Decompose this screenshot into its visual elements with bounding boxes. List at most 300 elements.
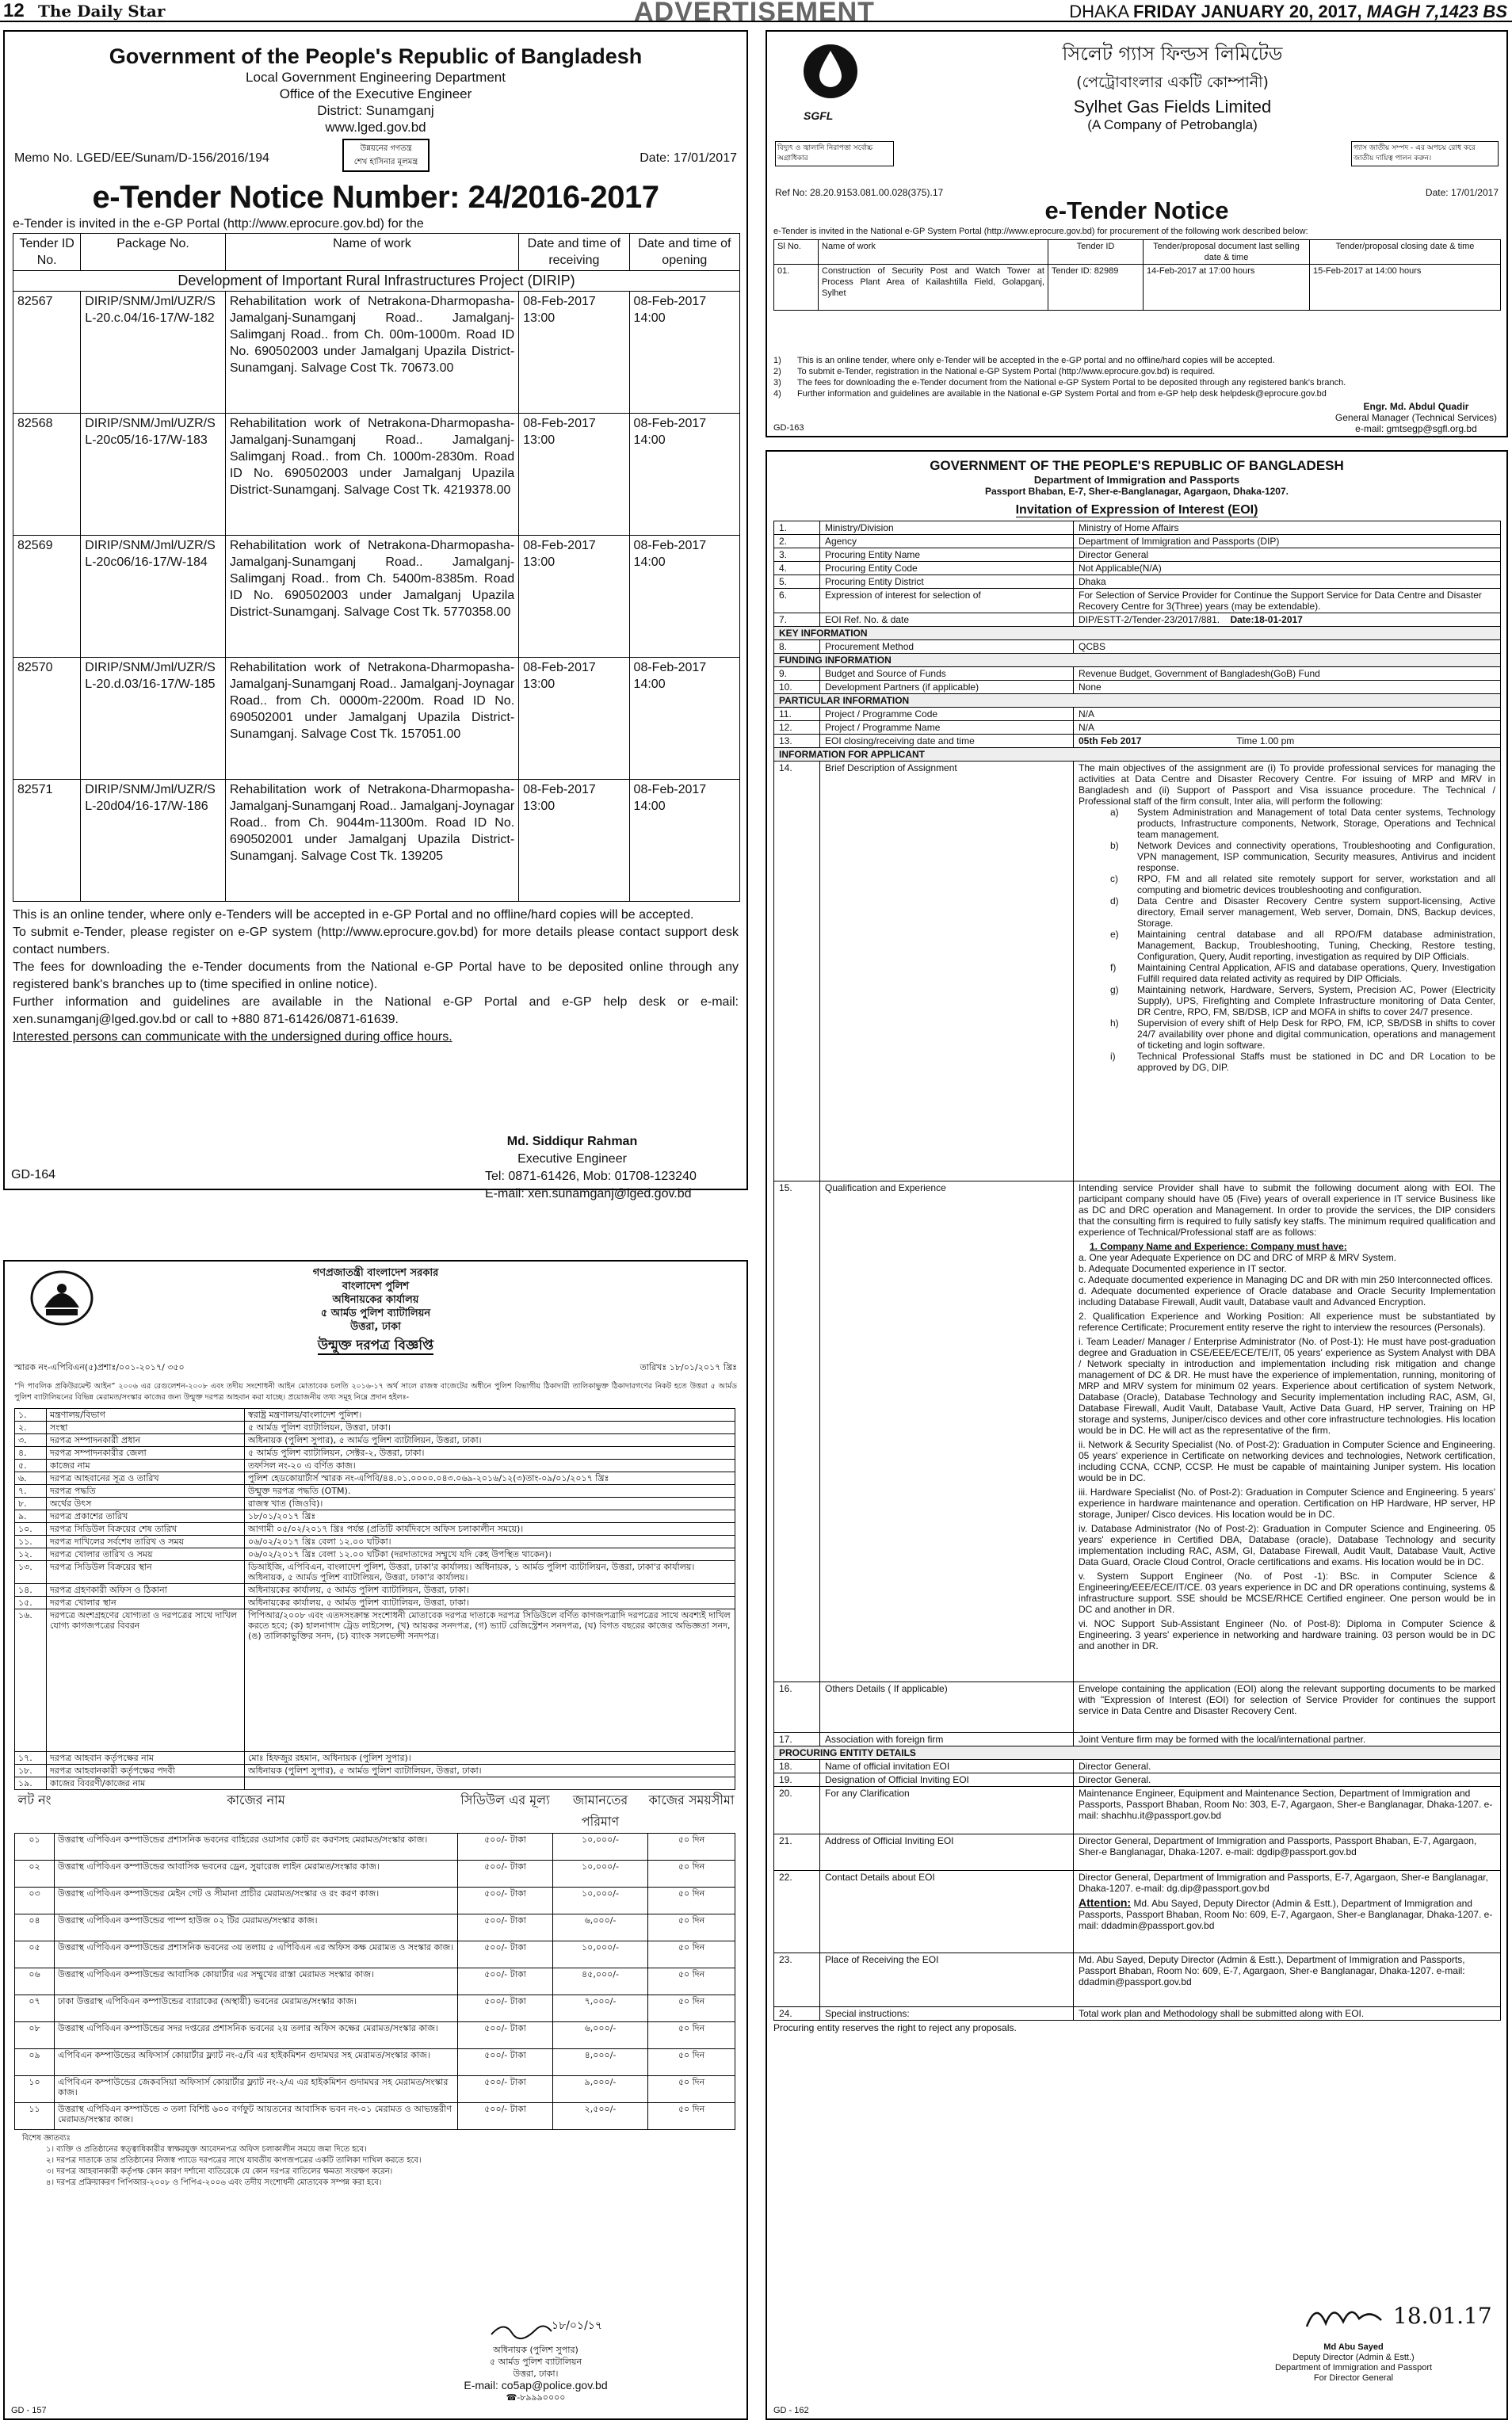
lot-no: ১০ <box>15 2076 55 2103</box>
field-value: Dhaka <box>1074 575 1501 589</box>
sgfl-bangla-sub: (পেট্রোবাংলার একটি কোম্পানী) <box>1076 74 1269 91</box>
lged-signature-block <box>485 1133 697 1203</box>
brief-description: The main objectives of the assignment are (i) To provide professional services for managing the activities at Data Centre and Disaster Recovery Centre. For issuing of MRP and MRV in Bangladesh and (ii) Support of Passport and Visa issuance procedure. The Technical / Professional staff of the firm consult, Inter alia, will perform the following: a) System Administration and Management of total Data center systems, Technology products, Infrastructure components, Network, Storage, Operations and Technical team management. b) Network Devices and connectivity operations, Troubleshooting and Configuration, VPN management, ISP communication, Security measures, Antivirus and incident response. c) RPO, FM and all related site remotely support for server, workstation and all computing and biometric devices troubleshooting and configuration. d) Data Centre and Disaster Recovery Centre system support-licensing, Active directory, Email server management, Web server, Domain, DNS, Backup devices, Storage. e) Maintaining central database and all RPO/FM database administration, Management, Backup, Troubleshooting, Tuning, Checking, Restore testing, Configuration, Query, Audit reporting, investigation as required by DIP Officials. f) Maintaining Central Application, AFIS and database operations, Query, Investigation Fulfill required data related activity as required by DIP Officials. g) Maintaining network, Hardware, Servers, System, Precision AC, Power (Electricity Supply), UPS, Firefighting and Complete Infrastructure monitoring of Data Center, DR Centre, RPO, FM, SB/DSB, ICP and MOFA in shifts to cover 24/7 presence. h) Supervision of every shift of Help Desk for RPO, FM, ICP, SB/DSB in shifts to cover 24/7 availability over phone and digital communication, operations and management of ticketing and login software. i) Technical Professional Staffs must be stationed in DC and DR Location to be approved by DG, DIP. <box>1074 762 1501 1181</box>
field-label: Address of Official Inviting EOI <box>820 1834 1074 1871</box>
table-row <box>774 265 1501 311</box>
lot-no: ০৫ <box>15 1941 55 1968</box>
col-tender-id: Tender ID <box>1048 240 1144 265</box>
field-value: Md. Abu Sayed, Deputy Director (Admin & Estt.), Department of Immigration and Passports, Passport Bhaban, Room No: 609, E-7, Agargaon, Sher-e Banglanagar, Dhaka-1207. e-mail: ddadmin@passport.gov.bd <box>1074 1953 1501 2007</box>
list-item: f) Maintaining Central Application, AFIS and database operations, Query, Investigation Fulfill required data related activity as required by DIP Officials. <box>1110 962 1495 984</box>
row-number: ১৩. <box>15 1561 47 1584</box>
field-value: Joint Venture firm may be formed with the local/international partner. <box>1074 1733 1501 1746</box>
field-label: Development Partners (if applicable) <box>820 681 1074 694</box>
signatory-title: Deputy Director (Admin & Estt.) <box>1292 2353 1415 2362</box>
signature-date: ১৮/০১/১৭ <box>552 2319 602 2332</box>
field-value: ৫ আর্মড পুলিশ ব্যাটালিয়ন, উত্তরা, ঢাকা। <box>245 1422 735 1434</box>
table-row <box>774 589 1501 613</box>
lot-no: ০১ <box>15 1834 55 1861</box>
field-label: Budget and Source of Funds <box>820 667 1074 681</box>
eoi-ref-label: EOI Ref. No. & date <box>820 613 1074 627</box>
duration: ৫০ দিন <box>648 1995 735 2022</box>
field-value: QCBS <box>1074 640 1501 654</box>
row-number: 2. <box>774 535 820 548</box>
table-row <box>13 536 740 658</box>
work-name: উত্তরাস্থ এপিবিএন কম্পাউন্ডের সদর দপ্তরের প্রশাসনিক ভবনের ২য় তলার অফিস কক্ষের মেরামত/সংস্কার কাজ। <box>55 2022 458 2049</box>
lot-no: ০৩ <box>15 1888 55 1914</box>
table-row <box>15 1834 735 1861</box>
field-value: তফসিল নং-২০ এ বর্ণিত কাজ। <box>245 1460 735 1472</box>
lged-tender-title: e-Tender Notice Number: 24/2016-2017 <box>92 180 659 215</box>
security-amount: ১০,০০০/- <box>553 1861 648 1888</box>
schedule-price: ৫০০/- টাকা <box>458 1888 553 1914</box>
field-value: পুলিশ হেডকোয়ার্টার্স স্মারক নং-এপিবি/৪৪.০১.০০০০.০৪৩.০৬৯-২০১৬/১২(৩)তাং-০৯/০১/২০১৭ খ্রিঃ <box>245 1472 735 1485</box>
col-sl-no: Sl No. <box>774 240 819 265</box>
sgfl-logo-text: SGFL <box>804 109 834 122</box>
sgfl-logo-icon <box>800 41 861 108</box>
field-label: Special instructions: <box>820 2007 1074 2021</box>
field-value: Director General, Department of Immigration and Passports, E-7, Agargaon, Sher-e Banglanagar, Dhaka-1207. e-mail: dg.dip@passport.gov.bd <box>1079 1872 1488 1894</box>
work-name: Rehabilitation work of Netrakona-Dharmopasha-Jamalganj-Sunamganj Road.. Jamalganj-Salimganj Road.. from Ch. 00m-1000m. Road ID No. 690502003 under Jamalganj Upazila District-Sunamganj. Salvage Cost Tk. 70673.00 <box>225 292 518 414</box>
field-value: অধিনায়ক (পুলিশ সুপার), ৫ আর্মড পুলিশ ব্যাটালিয়ন, উত্তরা, ঢাকা। <box>245 1434 735 1447</box>
field-value: ৫ আর্মড পুলিশ ব্যাটালিয়ন, সেক্টর-২, উত্তরা, ঢাকা। <box>245 1447 735 1460</box>
field-label: Ministry/Division <box>820 521 1074 535</box>
list-item: i) Technical Professional Staffs must be stationed in DC and DR Location to be approved by DG, DIP. <box>1110 1051 1495 1073</box>
work-name: উত্তরাস্থ এপিবিএন কম্পাউন্ডের প্রশাসনিক ভবনের বাহিরের ওয়াসার কোট রং করণসহ মেরামত/সংস্কার কাজ। <box>55 1834 458 1861</box>
signatory-title: General Manager (Technical Services) <box>1334 412 1497 423</box>
last-selling-date: 14-Feb-2017 at 17:00 hours <box>1144 265 1310 311</box>
duration: ৫০ দিন <box>648 1941 735 1968</box>
field-value: Director General. <box>1074 1760 1501 1773</box>
field-label: দরপত্র আহবানকারী কর্তৃপক্ষের পদবী <box>47 1765 245 1777</box>
field-label: Designation of Official Inviting EOI <box>820 1773 1074 1787</box>
row-number: ৩. <box>15 1434 47 1447</box>
duration: ৫০ দিন <box>648 2022 735 2049</box>
receiving-date: 08-Feb-2017 13:00 <box>519 414 629 536</box>
tender-id: 82568 <box>13 414 81 536</box>
security-amount: ১০,০০০/- <box>553 1834 648 1861</box>
table-row <box>15 1472 735 1485</box>
col-lot-no: লট নং <box>17 1792 52 1808</box>
table-row <box>13 414 740 536</box>
row-number: 3. <box>774 548 820 562</box>
eoi-footer-note: Procuring entity reserves the right to reject any proposals. <box>773 2022 1017 2033</box>
schedule-price: ৫০০/- টাকা <box>458 1834 553 1861</box>
field-value: আগামী ০৫/০২/২০১৭ খ্রিঃ পর্যন্ত (প্রতিটি কার্যদিবসে অফিস চলাকালীন সময়ে)। <box>245 1523 735 1536</box>
field-label: মন্ত্রণালয়/বিভাগ <box>47 1409 245 1422</box>
field-label: দরপত্র খোলার স্থান <box>47 1597 245 1609</box>
police-emblem-icon <box>29 1268 95 1328</box>
signatory-name: Md. Siddiqur Rahman <box>506 1135 638 1148</box>
work-name: উত্তরাস্থ এপিবিএন কম্পাউন্ডের প্রশাসনিক ভবনের ৩য় তলায় ৫ এপিবিএন এর অফিস কক্ষ মেরামত ও সংস্কার কাজ। <box>55 1941 458 1968</box>
work-name: Rehabilitation work of Netrakona-Dharmopasha-Jamalganj-Sunamganj Road.. Jamalganj-Salimganj Road.. from Ch. 1000m-2830m. Road ID No. 690502003 under Jamalganj Upazila District-Sunamganj. Salvage Cost Tk. 4219378.00 <box>225 414 518 536</box>
field-label: দরপত্র সম্পাদনকারীর জেলা <box>47 1447 245 1460</box>
opening-date: 08-Feb-2017 14:00 <box>629 658 739 780</box>
sgfl-tender-ad <box>766 30 1508 437</box>
police-signature-block <box>449 2319 623 2403</box>
opening-date: 08-Feb-2017 14:00 <box>629 536 739 658</box>
tender-id: 82569 <box>13 536 81 658</box>
table-row <box>15 1968 735 1995</box>
opening-date: 08-Feb-2017 14:00 <box>629 780 739 902</box>
newspaper-name: The Daily Star <box>38 2 166 21</box>
row-number: ৭. <box>15 1485 47 1498</box>
field-label: Procurement Method <box>820 640 1074 654</box>
lged-date: Date: 17/01/2017 <box>640 151 737 165</box>
work-name: এপিবিএন কম্পাউন্ডের অফিসার্স কোয়ার্টার ফ্ল্যাট নং-৫/বি এর হাইকমিশন গুদামঘর সহ মেরামত/সংস্কার কাজ। <box>55 2049 458 2076</box>
lot-no: ০৯ <box>15 2049 55 2076</box>
signature-date: 18.01.17 <box>1393 2303 1492 2329</box>
field-label: For any Clarification <box>820 1787 1074 1834</box>
duration: ৫০ দিন <box>648 1914 735 1941</box>
row-number: ১. <box>15 1409 47 1422</box>
signatory-email: E-mail: co5ap@police.gov.bd <box>464 2379 608 2392</box>
table-row <box>13 658 740 780</box>
section-key-information: KEY INFORMATION <box>774 627 1501 640</box>
project-name: Development of Important Rural Infrastructures Project (DIRIP) <box>13 271 740 292</box>
security-amount: ৬,০০০/- <box>553 1914 648 1941</box>
field-label: Place of Receiving the EOI <box>820 1953 1074 2007</box>
field-label: Name of official invitation EOI <box>820 1760 1074 1773</box>
table-row <box>15 1584 735 1597</box>
list-item: c) RPO, FM and all related site remotely support for server, workstation and all computing and biometric devices troubleshooting and configuration. <box>1110 873 1495 895</box>
table-row <box>15 1460 735 1472</box>
work-name: Rehabilitation work of Netrakona-Dharmopasha-Jamalganj-Sunamganj Road.. Jamalganj-Joynagar Road.. from Ch. 9044m-11300m. Road ID No. 690502001 under Jamalganj Upazila District-Sunamganj. Salvage Cost Tk. 139205 <box>225 780 518 902</box>
sgfl-ref-no: Ref No: 28.20.9153.081.00.028(375).17 <box>775 187 944 198</box>
col-date-receiving: Date and time of receiving <box>519 234 629 271</box>
table-row <box>15 1765 735 1777</box>
tender-id: 82571 <box>13 780 81 902</box>
field-label: দরপত্র পদ্ধতি <box>47 1485 245 1498</box>
field-value: Ministry of Home Affairs <box>1074 521 1501 535</box>
field-label: Association with foreign firm <box>820 1733 1074 1746</box>
table-row <box>15 1561 735 1584</box>
receiving-date: 08-Feb-2017 13:00 <box>519 780 629 902</box>
security-amount: ১০,০০০/- <box>553 1888 648 1914</box>
tender-id: Tender ID: 82989 <box>1048 265 1144 311</box>
police-intro-text: “দি পাবলিক প্রকিউরমেন্ট আইন” ২০০৬ এর রেগুলেশন-২০০৮ এবং তদীয় সংশোধনী আইন মোতাবেক চলতি ২০১৬-১৭ অর্থ সালে রাজস্ব বাজেটের অধীনে পুলিশ বিভাগীয় ঠিকাদারী তালিকাভুক্ত ঠিকাদারগণের নিকট হতে উত্তরা ৫ আর্মড পুলিশ ব্যাটালিয়নের বিভিন্ন মেরামত/সংস্কার কাজের জন্য উন্মুক্ত দরপত্র আহবান করা যাচ্ছে। প্রয়োজনীয় তথ্য সমূহ নিম্নে প্রদান হইলঃ- <box>14 1382 737 1402</box>
col-name-of-work: Name of work <box>225 234 518 271</box>
schedule-price: ৫০০/- টাকা <box>458 1968 553 1995</box>
signatory-for: For Director General <box>1313 2373 1394 2383</box>
row-number: 6. <box>774 589 820 613</box>
gd-number: GD-164 <box>11 1168 56 1181</box>
row-number: ১৭. <box>15 1752 47 1765</box>
field-label: Procuring Entity Name <box>820 548 1074 562</box>
signatory-title: অধিনায়ক (পুলিশ সুপার) <box>493 2345 578 2355</box>
row-number: ৮. <box>15 1498 47 1510</box>
duration: ৫০ দিন <box>648 1861 735 1888</box>
col-work-name: কাজের নাম <box>227 1792 285 1808</box>
field-value: অধিনায়কের কার্যালয়, ৫ আর্মড পুলিশ ব্যাটালিয়ন, উত্তরা, ঢাকা। <box>245 1584 735 1597</box>
field-label: দরপত্র খোলার তারিখ ও সময় <box>47 1548 245 1561</box>
work-name: উত্তরাস্থ এপিবিএন কম্পাউন্ডে ৩ তলা বিশিষ্ট ৬০০ বর্গফুট আয়তনের আবাসিক ভবন নং-০১ মেরামত ও আভ্যন্তরীণ মেরামত/সংস্কার কাজ। <box>55 2103 458 2130</box>
col-date-opening: Date and time of opening <box>629 234 739 271</box>
table-row <box>15 1861 735 1888</box>
row-number: ১২. <box>15 1548 47 1561</box>
signatory-name: Engr. Md. Abdul Quadir <box>1363 401 1469 412</box>
field-value: স্বরাষ্ট্র মন্ত্রণালয়/বাংলাদেশ পুলিশ। <box>245 1409 735 1422</box>
duration: ৫০ দিন <box>648 2076 735 2103</box>
closing-time: Time 1.00 pm <box>1236 735 1295 746</box>
row-number: 5. <box>774 575 820 589</box>
table-row <box>15 1888 735 1914</box>
note-text: The fees for downloading the e-Tender documents from the National e-GP Portal have to be deposited online through any registered bank's branches up to (time specified in online notice). <box>13 960 739 991</box>
list-item: d) Data Centre and Disaster Recovery Centre system support-licensing, Active directory, Email server management, Web server, Domain, DNS, Backup devices, Storage. <box>1110 895 1495 929</box>
lged-memo-no: Memo No. LGED/EE/Sunam/D-156/2016/194 <box>14 151 269 165</box>
schedule-price: ৫০০/- টাকা <box>458 1914 553 1941</box>
lged-notes <box>13 907 739 1046</box>
field-value <box>245 1777 735 1790</box>
row-number: ১৫. <box>15 1597 47 1609</box>
security-amount: ৪,০০০/- <box>553 2049 648 2076</box>
eoi-dept: Department of Immigration and Passports <box>1033 474 1240 486</box>
sgfl-bangla-name: সিলেট গ্যাস ফিল্ডস লিমিটেড <box>1062 43 1283 65</box>
section-applicant: INFORMATION FOR APPLICANT <box>774 748 1501 762</box>
table-row <box>15 1752 735 1765</box>
eoi-govt-title: GOVERNMENT OF THE PEOPLE'S REPUBLIC OF BANGLADESH <box>930 458 1344 473</box>
field-value: Revenue Budget, Government of Bangladesh(GoB) Fund <box>1074 667 1501 681</box>
work-name: ঢাকা উত্তরাস্থ এপিবিএন কম্পাউন্ডের ব্যারাকের (অস্থায়ী) ভবনের মেরামত/সংস্কার কাজ। <box>55 1995 458 2022</box>
police-date: তারিখঃ ১৮/০১/২০১৭ খ্রিঃ <box>640 1362 737 1372</box>
police-info-table <box>14 1408 735 1790</box>
sgfl-invitation-text: e-Tender is invited in the National e-GP System Portal (http://www.eprocure.gov.bd) for procurement of the following work described below: <box>773 227 1308 236</box>
row-number: ১৮. <box>15 1765 47 1777</box>
police-special-notes: বিশেষ জ্ঞাতব্যঃ ১। ব্যক্তি ও প্রতিষ্ঠানের স্বত্ত্বাধিকারীর স্বাক্ষরযুক্ত আবেদনপত্র অফিস চলাকালীন সময়ে জমা দিতে হবে। ২। দরপত্র দাতাকে তার প্রতিষ্ঠানের নিজস্ব প্যাডে দরপত্রের সাথে যাবতীয় কাগজপত্রের একটি তালিকা দাখিল করতে হবে। ৩। দরপত্র আহবানকারী কর্তৃপক্ষ কোন কারণ দর্শানো ব্যতিরেকে যে কোন দরপত্র বাতিলের ক্ষমতা সংরক্ষণ করেন। ৪। দরপত্র প্রক্রিয়াকরণ পিপিআর-২০০৮ ও পিপিএ-২০০৬ এবং তদীয় সংশোধনী মোতাবেক সম্পন্ন করা হবে। <box>22 2134 422 2187</box>
field-label: Others Details ( If applicable) <box>820 1682 1074 1733</box>
security-amount: ৪৫,০০০/- <box>553 1968 648 1995</box>
field-label: অর্থের উৎস <box>47 1498 245 1510</box>
col-schedule-price: সিডিউল এর মূল্য <box>460 1792 550 1808</box>
schedule-price: ৫০০/- টাকা <box>458 1941 553 1968</box>
table-row <box>15 1548 735 1561</box>
field-label: Contact Details about EOI <box>820 1871 1074 1953</box>
work-name: উত্তরাস্থ এপিবিএন কম্পাউন্ডের আবাসিক ভবনের ড্রেন, সুয়ারেজ লাইন মেরামত/সংস্কার কাজ। <box>55 1861 458 1888</box>
field-value: Director General <box>1074 548 1501 562</box>
sgfl-company-name: Sylhet Gas Fields Limited <box>1073 97 1272 116</box>
field-value: ০৬/০২/২০১৭ খ্রিঃ বেলা ১২.০০ ঘটিকা (দরদাতাদের সম্মুখে যদি কেহ উপস্থিত থাকেন)। <box>245 1548 735 1561</box>
table-row <box>15 2049 735 2076</box>
work-name: উত্তরাস্থ এপিবিএন কম্পাউন্ডের মেইন গেট ও সীমানা প্রাচীর মেরামত/সংস্কার ও রং করণ কাজ। <box>55 1888 458 1914</box>
table-row <box>15 1422 735 1434</box>
work-name: উত্তরাস্থ এপিবিএন কম্পাউন্ডের আবাসিক কোয়ার্টার এর সম্মুখের রাস্তা মেরামত সংস্কার কাজ। <box>55 1968 458 1995</box>
field-label: Project / Programme Name <box>820 721 1074 735</box>
field-value: Director General, Department of Immigration and Passports, Passport Bhaban, E-7, Agargaon, Sher-e Banglanagar, Dhaka-1207. e-mail: dgdip@passport.gov.bd <box>1074 1834 1501 1871</box>
receiving-date: 08-Feb-2017 13:00 <box>519 536 629 658</box>
table-row <box>15 1536 735 1548</box>
schedule-price: ৫০০/- টাকা <box>458 2076 553 2103</box>
lged-govt-title: Government of the People's Republic of Bangladesh <box>109 44 643 68</box>
row-number: ৬. <box>15 1472 47 1485</box>
lged-tender-table <box>13 233 740 902</box>
table-row <box>774 521 1501 535</box>
row-number: ১১. <box>15 1536 47 1548</box>
police-header: গণপ্রজাতন্ত্রী বাংলাদেশ সরকার বাংলাদেশ পুলিশ অধিনায়কের কার্যালয় ৫ আর্মড পুলিশ ব্যাটালিয়ন উত্তরা, ঢাকা <box>312 1267 439 1333</box>
duration: ৫০ দিন <box>648 2103 735 2130</box>
lged-website: www.lged.gov.bd <box>325 120 426 135</box>
field-label: কাজের নাম <box>47 1460 245 1472</box>
lot-no: ০৪ <box>15 1914 55 1941</box>
issue-date: DHAKA FRIDAY JANUARY 20, 2017, MAGH 7,1423 BS <box>1069 2 1507 21</box>
list-item: g) Maintaining network, Hardware, Servers, System, Precision AC, Power (Electricity Supply), UPS, Firefighting and Complete Infrastructure monitoring of Data Center, DR Centre, RPO, FM, SB/DSB, ICP and MOFA in shifts to cover 24/7 presence. <box>1110 984 1495 1017</box>
field-label: সংস্থা <box>47 1422 245 1434</box>
field-value: অধিনায়ক (পুলিশ সুপার), ৫ আর্মড পুলিশ ব্যাটালিয়ন, উত্তরা, ঢাকা। <box>245 1765 735 1777</box>
schedule-price: ৫০০/- টাকা <box>458 2022 553 2049</box>
page-number: 12 <box>3 0 25 21</box>
table-row <box>15 1523 735 1536</box>
security-amount: ৬,০০০/- <box>553 2022 648 2049</box>
lot-no: ০৬ <box>15 1968 55 1995</box>
police-tender-ad <box>3 1260 748 2420</box>
field-label: Agency <box>820 535 1074 548</box>
police-memo-no: স্মারক নং-এপিবিএন(৫)প্রশাঃ/০০১-২০১৭/ ৩৫০ <box>14 1362 185 1372</box>
col-security: জামানতের পরিমাণ <box>572 1792 628 1829</box>
col-duration: কাজের সময়সীমা <box>648 1792 735 1808</box>
duration: ৫০ দিন <box>648 1968 735 1995</box>
section-funding: FUNDING INFORMATION <box>774 654 1501 667</box>
row-number: ১৪. <box>15 1584 47 1597</box>
opening-date: 08-Feb-2017 14:00 <box>629 414 739 536</box>
row-number: ৪. <box>15 1447 47 1460</box>
gd-number: GD - 162 <box>773 2406 809 2415</box>
field-label: দরপত্র গ্রহণকারী অফিস ও ঠিকানা <box>47 1584 245 1597</box>
security-amount: ২,৫০০/- <box>553 2103 648 2130</box>
work-name: এপিবিএন কম্পাউন্ডের জেকবসিয়া অফিসার্স কোয়ার্টার ফ্ল্যাট নং-২/এ এর হাইকমিশন গুদামঘর সহ মেরামত/সংস্কার কাজ। <box>55 2076 458 2103</box>
section-title: ADVERTISEMENT <box>634 0 875 27</box>
field-value: For Selection of Service Provider for Continue the Support Service for Data Centre and Disaster Recovery Centre for 3(Three) years (may be extendable). <box>1074 589 1501 613</box>
list-item: h) Supervision of every shift of Help Desk for RPO, FM, ICP, SB/DSB in shifts to cover 24/7 availability over phone and digital communication, operations and management of ticketing and login software. <box>1110 1017 1495 1051</box>
table-row <box>13 292 740 414</box>
field-label: দরপত্র দাখিলের সর্বশেষ তারিখ ও সময় <box>47 1536 245 1548</box>
field-value: Not Applicable(N/A) <box>1074 562 1501 575</box>
attention-value: Md. Abu Sayed, Deputy Director (Admin & Estt.), Department of Immigration and Passports, Passport Bhaban, Room No: 609, E-7, Agargaon, Sher-e Banglanagar, Dhaka-1207. e-mail: ddadmin@passport.gov.bd <box>1079 1898 1493 1931</box>
signatory-phone: Tel: 0871-61426, Mob: 01708-123240 <box>485 1170 697 1183</box>
table-row <box>15 1447 735 1460</box>
package-no: DIRIP/SNM/Jml/UZR/S L-20c06/16-17/W-184 <box>81 536 226 658</box>
list-item: a) System Administration and Management of total Data center systems, Technology products, Infrastructure components, Network, Storage, Operations and Technical team management. <box>1110 807 1495 840</box>
field-label: Procuring Entity District <box>820 575 1074 589</box>
eoi-signature-block <box>1211 2295 1496 2384</box>
package-no: DIRIP/SNM/Jml/UZR/S L-20c05/16-17/W-183 <box>81 414 226 536</box>
table-row <box>15 2022 735 2049</box>
eoi-table: 1. Ministry/Division Ministry of Home Affairs 2. Agency Department of Immigration and Passports (DIP) 3. Procuring Entity Name Director General 4. Procuring Entity Code Not Applicable(N/A) 5. Procuring Entity District Dhaka 6. Expression of interest for selection of For Selection of Service Provider for Continue the Support Service for Data Centre and Disaster Recovery Centre for 3(Three) years (may be extendable). 7. EOI Ref. No. & date DIP/ESTT-2/Tender-23/2017/881. Date:18-01-2017 KEY INFORMATION 8. Procurement Method QCBS FUNDING INFORMATION 9. Budget and Source of Funds Revenue Budget, Government of Bangladesh(GoB) Fund 10. Development Partners (if applicable) None PARTICULAR INFORMATION 11. Project / Programme Code N/A 12. Project / Programme Name N/A 13. EOI closing/receiving date and time 05th Feb 2017 Time 1.00 pm INFORMATION FOR APPLICANT 14. Brief Description of Assignment The main objectives of the assignment are (i) To provide professional services for managing the activities at Data Centre and Disaster Recovery Centre. For issuing of MRP and MRV in Bangladesh and (ii) Support of Passport and Visa issuance procedure. The Technical / Professional staff of the firm consult, Inter alia, will perform the following: a) System Administration and Management of total Data center systems, Technology products, Infrastructure components, Network, Storage, Operations and Technical team management. b) Network Devices and connectivity operations, Troubleshooting and Configuration, VPN management, ISP communication, Security measures, Antivirus and incident response. c) RPO, FM and all related site remotely support for server, workstation and all computing and biometric devices troubleshooting and configuration. d) Data Centre and Disaster Recovery Centre system support-licensing, Active directory, Email server management, Web server, Domain, DNS, Backup devices, Storage. e) Maintaining central database and all RPO/FM database administration, Management, Backup, Troubleshooting, Tuning, Checking, Restore testing, Configuration, Query, Audit reporting, investigation as required by DIP Officials. f) Maintaining Central Application, AFIS and database operations, Query, Investigation Fulfill required data related activity as required by DIP Officials. g) Maintaining network, Hardware, Servers, System, Precision AC, Power (Electricity Supply), UPS, Firefighting and Complete Infrastructure monitoring of Data Center, DR Centre, RPO, FM, SB/DSB, ICP and MOFA in shifts to cover 24/7 presence. h) Supervision of every shift of Help Desk for RPO, FM, ICP, SB/DSB in shifts to cover 24/7 availability over phone and digital communication, operations and management of ticketing and login software. i) Technical Professional Staffs must be stationed in DC and DR Location to be approved by DG, DIP. 15. Qualification and Experience Intending service Provider shall have to submit the following document along with EOI. The participant company should have 05 (Five) years of overall experience in IT service Business like as DC and DRC operation and Management. In order to provide the services, the DIP considers that the consulting firm is required to fully satisfy key staffs. The minimum required qualification and experience of Technical/Professional staff are as follows: 1. Company Name and Experience: Company must have: a. One year Adequate Experience on DC and DRC of MRP & MRV System. b. Adequate Documented experience in IT sector. c. Adequate documented experience in Managing DC and DR with min 250 Interconnected offices. d. Adequate documented experience of Oracle database and Oracle Security Implementation including Database Firewall, Audit vault, Database vault and Advanced Encryption. 2. Qualification Experience and Working Position: All experience must be substantiated by reference Certificate; Procurement entity reserve the right to interview the resources (Personals). i. Team Leader/ Manager / Enterprise Administrator (No. of Post-1): He must have post-graduation degree and Graduation in CSE/EEE/ECE/TE/IT, 05 years' experience as System Analyst with DBA / Network specialty in introduction and implementation including risk mitigation and change management of DC & DR. He must have the experience of implementation, running, monitoring of MRP and MRV system for minimum 02 years. Experience about certification of system Network, Database (Oracle), Database Technology and Security implementation including RAC, ASM, GI, Database Firewall, Audit Vault, Database Vault, Active Data Guard, HP server, Training on HP storage and systems, Juniper/cisco devices and other core infrastructure technologies. His location would be in DC. He will act as the representative of the firm. ii. Network & Security Specialist (No. of Post-2): Graduation in Computer Science and Engineering. 05 years' experience in Certificate on networking devices and technologies, Network certification, including CCNA, CCNP, CCSP. He must be capable of maintaining Juniper system. His location would be in DC. iii. Hardware Specialist (No. of Post-2): Graduation in Computer Science and Engineering. 5 years' experience in hardware maintenance and operation. Certification on HP Hardware, HP server, HP storage, Juniper/ Cisco devices. His location would be in DC. iv. Database Administrator (No of Post-2): Graduation in Computer Science and Engineering. 05 years' experience in Certified DBA, Database (oracle), Database Technology and security implementation including RAC, ASM, GI, Database Firewall, Audit Vault, Database Vault, Active Data Guard, Oracle Cloud Control, Oracle certifications and exams. His location would be in DC. v. System Support Engineer (No. of Post -1): BSc. in Computer Science & Engineering/EEE/ECE/IT/CE. 03 years experience in DC and DR operations continuing, systems & infrastructure support. SSE should be MCSE/RHCE Certified engineer. One person would be in DC and another in DR. vi. NOC Support Sub-Assistant Engineer (No. of Post-8): Diploma in Computer Science & Engineering. 3 years' experience in networking and hardware training. 03 person would be in DC and another in DR. 16. Others Details ( If applicable) Envelope containing the application (EOI) along the relevant supporting documents to be marked with "Expression of Interest (EOI) for selection of Service Provider for continues the support service in Data Centre and Disaster Recovery Cent. 17. Association with foreign firm Joint Venture firm may be formed with the local/international partner. PROCURING ENTITY DETAILS 18. Name of official invitation EOI Director General. 19. Designation of Official Inviting EOI Director General. 20. For any Clarification Maintenance Engineer, Equipment and Maintenance Section, Department of Immigration and Passports, Passport Bhaban, Room No: 303, E-7, Agargaon, Sher-e Banglanagar, Dhaka-1207. e-mail: shachhu.it@passport.gov.bd 21. Address of Official Inviting EOI Director General, Department of Immigration and Passports, Passport Bhaban, E-7, Agargaon, Sher-e Banglanagar, Dhaka-1207. e-mail: dgdip@passport.gov.bd 22. Contact Details about EOI Director General, Department of Immigration and Passports, E-7, Agargaon, Sher-e Banglanagar, Dhaka-1207. e-mail: dg.dip@passport.gov.bd Attention: Md. Abu Sayed, Deputy Director (Admin & Estt.), Department of Immigration and Passports, Passport Bhaban, Room No: 609, E-7, Agargaon, Sher-e Banglanagar, Dhaka-1207. e-mail: ddadmin@passport.gov.bd 23. Place of Receiving the EOI Md. Abu Sayed, Deputy Director (Admin & Estt.), Department of Immigration and Passports, Passport Bhaban, Room No: 609, E-7, Agargaon, Sher-e Banglanagar, Dhaka-1207. e-mail: ddadmin@passport.gov.bd 24. Special instructions: Total work plan and Methodology shall be submitted along with EOI. <box>773 521 1501 2021</box>
table-row <box>774 535 1501 548</box>
table-row <box>13 780 740 902</box>
page-header-band <box>0 0 1512 27</box>
field-value: মোঃ হিফজুর রহমান, অধিনায়ক (পুলিশ সুপার)। <box>245 1752 735 1765</box>
row-number: ১৬. <box>15 1609 47 1752</box>
field-label: Qualification and Experience <box>820 1181 1074 1682</box>
signatory-phone: ☎-৮৯৯৯০০০০ <box>506 2392 566 2403</box>
table-row <box>774 548 1501 562</box>
sgfl-left-slogan: বিদ্যুৎ ও জ্বালানি নিরাপত্তা সর্বোচ্চ অগ্রাধিকার <box>775 141 894 166</box>
qualification-text: Intending service Provider shall have to submit the following document along with EOI. The participant company should have 05 (Five) years of overall experience in IT service Business like as DC and DRC operation and Management. In order to provide the services, the DIP considers that the consulting firm is required to fully satisfy key staffs. The minimum required qualification and experience of Technical/Professional staff are as follows: 1. Company Name and Experience: Company must have: a. One year Adequate Experience on DC and DRC of MRP & MRV System. b. Adequate Documented experience in IT sector. c. Adequate documented experience in Managing DC and DR with min 250 Interconnected offices. d. Adequate documented experience of Oracle database and Oracle Security Implementation including Database Firewall, Audit vault, Database vault and Advanced Encryption. 2. Qualification Experience and Working Position: All experience must be substantiated by reference Certificate; Procurement entity reserve the right to interview the resources (Personals). i. Team Leader/ Manager / Enterprise Administrator (No. of Post-1): He must have post-graduation degree and Graduation in CSE/EEE/ECE/TE/IT, 05 years' experience as System Analyst with DBA / Network specialty in introduction and implementation including risk mitigation and change management of DC & DR. He must have the experience of implementation, running, monitoring of MRP and MRV system for minimum 02 years. Experience about certification of system Network, Database (Oracle), Database Technology and Security implementation including RAC, ASM, GI, Database Firewall, Audit Vault, Database Vault, Active Data Guard, HP server, Training on HP storage and systems, Juniper/cisco devices and other core infrastructure technologies. His location would be in DC. He will act as the representative of the firm. ii. Network & Security Specialist (No. of Post-2): Graduation in Computer Science and Engineering. 05 years' experience in Certificate on networking devices and technologies, Network certification, including CCNA, CCNP, CCSP. He must be capable of maintaining Juniper system. His location would be in DC. iii. Hardware Specialist (No. of Post-2): Graduation in Computer Science and Engineering. 5 years' experience in hardware maintenance and operation. Certification on HP Hardware, HP server, HP storage, Juniper/ Cisco devices. His location would be in DC. iv. Database Administrator (No of Post-2): Graduation in Computer Science and Engineering. 05 years' experience in Certified DBA, Database (oracle), Database Technology and security implementation including RAC, ASM, GI, Database Firewall, Audit Vault, Database Vault, Active Data Guard, Oracle Cloud Control, Oracle certifications and exams. His location would be in DC. v. System Support Engineer (No. of Post -1): BSc. in Computer Science & Engineering/EEE/ECE/IT/CE. 03 years experience in DC and DR operations continuing, systems & infrastructure support. SSE should be MCSE/RHCE Certified engineer. One person would be in DC and another in DR. vi. NOC Support Sub-Assistant Engineer (No. of Post-8): Diploma in Computer Science & Engineering. 3 years' experience in networking and hardware training. 03 person would be in DC and another in DR. <box>1074 1181 1501 1682</box>
field-label: EOI closing/receiving date and time <box>820 735 1074 748</box>
package-no: DIRIP/SNM/Jml/UZR/S L-20.d.03/16-17/W-185 <box>81 658 226 780</box>
sgfl-company-sub: (A Company of Petrobangla) <box>1087 117 1258 132</box>
field-label: দরপত্র সম্পাদনকারী প্রধান <box>47 1434 245 1447</box>
signatory-email: E-mail: xen.sunamganj@lged.gov.bd <box>485 1187 692 1201</box>
lot-no: ০২ <box>15 1861 55 1888</box>
lot-no: ১১ <box>15 2103 55 2130</box>
sgfl-right-slogan: গ্যাস জাতীয় সম্পদ - এর অপচয় রোধ করে জাতীয় দায়িত্ব পালন করুন। <box>1351 141 1499 166</box>
lot-no: ০৮ <box>15 2022 55 2049</box>
lged-invitation-text: e-Tender is invited in the e-GP Portal (http://www.eprocure.gov.bd) for the <box>13 217 424 231</box>
field-value: ০৬/০২/২০১৭ খ্রিঃ বেলা ১২.০০ ঘটিকা। <box>245 1536 735 1548</box>
work-name: উত্তরাস্থ এপিবিএন কম্পাউন্ডের পাম্প হাউজ ০২ টির মেরামত/সংস্কার কাজ। <box>55 1914 458 1941</box>
lged-district: District: Sunamganj <box>317 103 434 118</box>
row-number: 1. <box>774 521 820 535</box>
eoi-ad <box>766 450 1508 2420</box>
receiving-date: 08-Feb-2017 13:00 <box>519 292 629 414</box>
tender-id: 82567 <box>13 292 81 414</box>
police-works-table <box>14 1790 735 2130</box>
table-row <box>15 1485 735 1498</box>
row-number: ২. <box>15 1422 47 1434</box>
field-label: Brief Description of Assignment <box>820 762 1074 1181</box>
duration: ৫০ দিন <box>648 2049 735 2076</box>
eoi-title: Invitation of Expression of Interest (EOI) <box>1015 503 1258 517</box>
work-name: Rehabilitation work of Netrakona-Dharmopasha-Jamalganj-Sunamganj Road.. Jamalganj-Joynagar Road.. from Ch. 0000m-2200m. Road ID No. 690502001 under Jamalganj Upazila District-Sunamganj. Salvage Cost Tk. 157051.00 <box>225 658 518 780</box>
sgfl-date: Date: 17/01/2017 <box>1425 187 1499 198</box>
section-particular: PARTICULAR INFORMATION <box>774 694 1501 708</box>
field-label: দরপত্র সিডিউল বিক্রয়ের স্থান <box>47 1561 245 1584</box>
opening-date: 08-Feb-2017 14:00 <box>629 292 739 414</box>
field-value: Department of Immigration and Passports (DIP) <box>1074 535 1501 548</box>
security-amount: ৭,০০০/- <box>553 1995 648 2022</box>
work-name: Construction of Security Post and Watch Tower at Process Plant Area of Kailashtilla Field, Golapganj, Sylhet <box>819 265 1048 311</box>
lged-slogan-box: উন্নয়নের গণতন্ত্র শেখ হাসিনার মূলমন্ত্র <box>342 139 430 172</box>
field-value: N/A <box>1074 708 1501 721</box>
sl-no: 01. <box>774 265 819 311</box>
work-name: Rehabilitation work of Netrakona-Dharmopasha-Jamalganj-Sunamganj Road.. Jamalganj-Salimganj Road.. from Ch. 5400m-8385m. Road ID No. 690502003 under Jamalganj Upazila District-Sunamganj. Salvage Cost Tk. 5770358.00 <box>225 536 518 658</box>
field-value: Envelope containing the application (EOI) along the relevant supporting documents to be marked with "Expression of Interest (EOI) for selection of Service Provider for continues the support service in Data Centre and Disaster Recovery Cent. <box>1074 1682 1501 1733</box>
sgfl-notes: 1) This is an online tender, where only e-Tender will be accepted in the e-GP portal and no offline/hard copies will be accepted. 2) To submit e-Tender, registration in the National e-GP System Portal (http://www.eprocure.gov.bd) is required. 3) The fees for downloading the e-Tender document from the National e-GP System Portal to be deposited through any registered bank's branch. 4) Further information and guidelines are available in the National e-GP System Portal and from e-GP help desk helpdesk@eprocure.gov.bd <box>773 356 1346 399</box>
table-row <box>15 1510 735 1523</box>
lged-dept: Local Government Engineering Department <box>246 70 506 85</box>
package-no: DIRIP/SNM/Jml/UZR/S L-20.c.04/16-17/W-182 <box>81 292 226 414</box>
attention-label: Attention: <box>1079 1896 1132 1909</box>
closing-date: 15-Feb-2017 at 14:00 hours <box>1310 265 1501 311</box>
schedule-price: ৫০০/- টাকা <box>458 2103 553 2130</box>
row-number: ১০. <box>15 1523 47 1536</box>
section-procuring-entity: PROCURING ENTITY DETAILS <box>774 1746 1501 1760</box>
sgfl-tender-title: e-Tender Notice <box>1044 197 1229 224</box>
schedule-price: ৫০০/- টাকা <box>458 1995 553 2022</box>
field-label: দরপত্র প্রকাশের তারিখ <box>47 1510 245 1523</box>
gd-number: GD-163 <box>773 423 804 433</box>
field-label: দরপত্র আহবানের সূত্র ও তারিখ <box>47 1472 245 1485</box>
sgfl-tender-table <box>773 239 1501 311</box>
lged-office: Office of the Executive Engineer <box>279 86 472 101</box>
field-label: দরপত্রে অংশগ্রহণের যোগ্যতা ও দরপত্রের সাথে দাখিল যোগ্য কাগজপত্রের বিবরন <box>47 1609 245 1752</box>
table-row <box>15 1914 735 1941</box>
gd-number: GD - 157 <box>11 2406 47 2415</box>
signatory-email: e-mail: gmtsegp@sgfl.org.bd <box>1355 423 1477 434</box>
signatory-title: Executive Engineer <box>517 1152 627 1166</box>
table-row <box>15 1995 735 2022</box>
col-closing: Tender/proposal closing date & time <box>1310 240 1501 265</box>
field-value: Maintenance Engineer, Equipment and Maintenance Section, Department of Immigration and Passports, Passport Bhaban, Room No: 303, E-7, Agargaon, Sher-e Banglanagar, Dhaka-1207. e-mail: shachhu.it@passport.gov.bd <box>1074 1787 1501 1834</box>
security-amount: ৯,০০০/- <box>553 2076 648 2103</box>
table-row <box>15 1941 735 1968</box>
tender-id: 82570 <box>13 658 81 780</box>
sgfl-signature-block <box>1335 401 1497 434</box>
field-value: রাজস্ব খাত (জিওবি)। <box>245 1498 735 1510</box>
field-value: অধিনায়কের কার্যালয়, ৫ আর্মড পুলিশ ব্যাটালিয়ন, উত্তরা, ঢাকা। <box>245 1597 735 1609</box>
note-text: To submit e-Tender, please register on e-GP system (http://www.eprocure.gov.bd) for more details please contact support desk contact numbers. <box>13 926 739 956</box>
signatory-name: Md Abu Sayed <box>1323 2342 1384 2352</box>
row-number: ৫. <box>15 1460 47 1472</box>
